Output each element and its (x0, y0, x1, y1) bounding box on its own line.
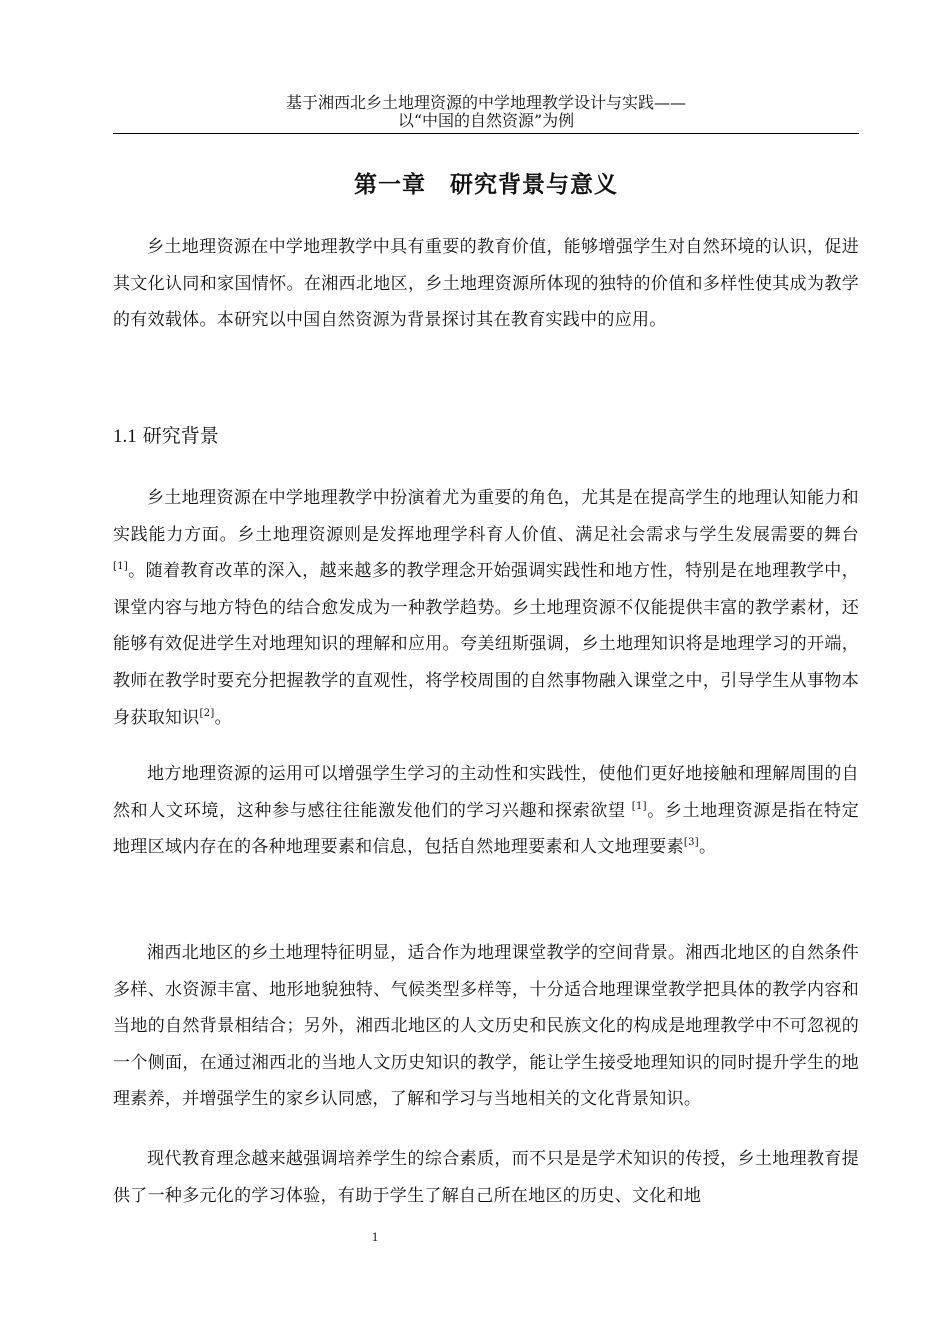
running-header (113, 94, 859, 130)
paragraph-text: 。 (698, 837, 717, 858)
paragraph-text: 。 (214, 707, 232, 728)
body-paragraph-1 (113, 480, 859, 736)
paragraph-text: 乡土地理资源在中学地理教学中扮演着尤为重要的角色，尤其是在提高学生的地理认知能力和实践能力方面。乡土地理资源则是发挥地理学科育人价值、满足社会需求与学生发展需要的舞台 (113, 488, 859, 545)
citation-ref: [2] (199, 707, 215, 719)
section-heading (113, 423, 219, 450)
body-paragraph-4: 现代教育理念越来越强调培养学生的综合素质，而不只是是学术知识的传授，乡土地理教育提供了一种多元化的学习体验，有助于学生了解自己所在地区的历史、文化和地 (113, 1149, 859, 1206)
section-title: 研究背景 (142, 425, 219, 447)
citation-ref: [1] (631, 800, 647, 812)
chapter-title: 第一章 研究背景与意义 (354, 172, 618, 198)
citation-ref: [3] (683, 837, 699, 849)
paragraph-text: 。乡土地理资源是指在特定地理区域内存在的各种地理要素和信息，包括自然地理要素和人文地理要素 (113, 800, 859, 858)
intro-paragraph: 乡土地理资源在中学地理教学中具有重要的教育价值，能够增强学生对自然环境的认识，促进其文化认同和家国情怀。在湘西北地区，乡土地理资源所体现的独特的价值和多样性使其成为教学的有效载体。本研究以中国自然资源为背景探讨其在教育实践中的应用。 (113, 237, 859, 331)
body-paragraph-3: 湘西北地区的乡土地理特征明显，适合作为地理课堂教学的空间背景。湘西北地区的自然条件多样、水资源丰富、地形地貌独特、气候类型多样等，十分适合地理课堂教学把具体的教学内容和当地的自然背景相结合；另外，湘西北地区的人文历史和民族文化的构成是地理教学中不可忽视的一个侧面，在通过湘西北的当地人文历史知识的教学，能让学生接受地理知识的同时提升学生的地理素养，并增强学生的家乡认同感，了解和学习与当地相关的文化背景知识。 (113, 943, 859, 1110)
body-paragraph-2 (113, 756, 859, 866)
header-rule (113, 133, 859, 134)
section-number: 1.1 (113, 426, 137, 447)
header-title-line-2: 以“中国的自然资源”为例 (397, 111, 575, 130)
header-title-line-1: 基于湘西北乡土地理资源的中学地理教学设计与实践—— (285, 93, 686, 112)
citation-ref: [1] (113, 561, 129, 573)
page-number: 1 (371, 1229, 379, 1244)
paragraph-text: 地方地理资源的运用可以增强学生学习的主动性和实践性，使他们更好地接触和理解周围的自然和人文环境，这种参与感往往能激发他们的学习兴趣和探索欲望 (113, 764, 859, 821)
paragraph-text: 。随着教育改革的深入，越来越多的教学理念开始强调实践性和地方性，特别是在地理教学中，课堂内容与地方特色的结合愈发成为一种教学趋势。乡土地理资源不仅能提供丰富的教学素材，还能够有效促进学生对地理知识的理解和应用。夸美纽斯强调，乡土地理知识将是地理学习的开端，教师在教学时要充分把握教学的直观性，将学校周围的自然事物融入课堂之中，引导学生从事物本身获取知识 (113, 561, 859, 728)
